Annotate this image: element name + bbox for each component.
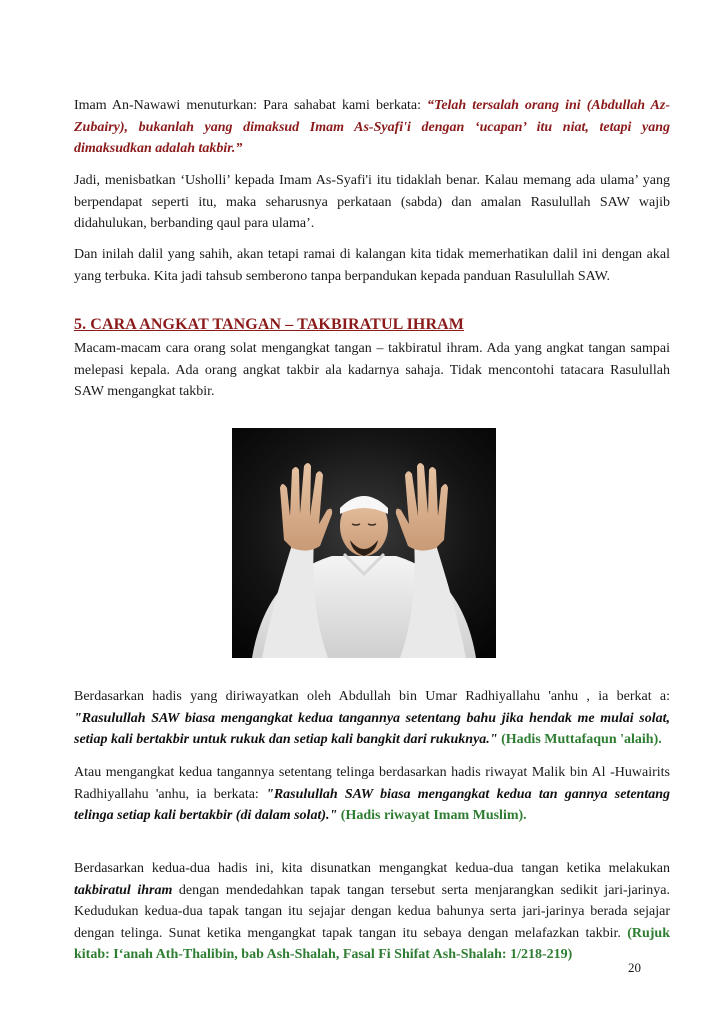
term-takbiratul-ihram: takbiratul ihram bbox=[74, 882, 173, 898]
paragraph-cara-angkat: Macam-macam cara orang solat mengangkat tangan – takbiratul ihram. Ada yang angkat tangan sampai melepasi kepala. Ada orang angkat takbir ala kadarnya sahaja. Tidak mencontohi tatacara Rasulullah SAW mengangkat takbir. bbox=[74, 341, 670, 399]
paragraph-hadis-malik: Atau mengangkat kedua tangannya setentang telinga berdasarkan hadis riwayat Malik bin Al -Huwairits Radhiyallahu 'anhu, ia berkata: "Rasulullah SAW biasa mengangkat kedua tan gannya setentang telinga setiap kali bertakbir (di dalam solat)." (Hadis riwayat Imam Muslim). bbox=[74, 765, 670, 823]
paragraph-kesimpulan: Berdasarkan kedua-dua hadis ini, kita disunatkan mengangkat kedua-dua tangan ketika melakukan takbiratul ihram dengan mendedahkan tapak tangan tersebut serta menjarangkan sedikit jari-jarinya. Kedudukan kedua-dua tapak tangan itu sejajar dengan kedua bahunya serta jari-jarinya berada sejajar dengan telinga. Sunat ketika mengangkat tapak tangan itu sebaya dengan melafazkan takbir. (Rujuk kitab: I‘anah Ath-Thalibin, bab Ash-Shalah, Fasal Fi Shifat Ash-Shalah: 1/218-219) bbox=[74, 861, 670, 962]
paragraph-nawawi: Imam An-Nawawi menuturkan: Para sahabat kami berkata: “Telah tersalah orang ini (Abdullah Az-Zubairy), bukanlah yang dimaksud Imam As-Syafi'i dengan ‘ucapan’ itu niat, tetapi yang dimaksudkan adalah takbir.” bbox=[74, 98, 670, 156]
reference-muttafaqun-alaih: (Hadis Muttafaqun 'alaih). bbox=[501, 732, 662, 747]
section-heading: 5. CARA ANGKAT TANGAN – TAKBIRATUL IHRAM bbox=[74, 316, 464, 333]
quote-hadis-malik: "Rasulullah SAW biasa mengangkat kedua tan gannya setentang telinga setiap kali bertakbir (di dalam solat)." bbox=[74, 786, 670, 823]
man-raising-hands-photo bbox=[232, 428, 496, 658]
page-number: 20 bbox=[628, 960, 641, 975]
paragraph-hadis-ibnu-umar: Berdasarkan hadis yang diriwayatkan oleh Abdullah bin Umar Radhiyallahu 'anhu , ia berkat a: "Rasulullah SAW biasa mengangkat kedua tangannya setentang bahu jika hendak me mulai solat, setiap kali bertakbir untuk rukuk dan setiap kali bangkit dari rukuknya." (Hadis Muttafaqun 'alaih). bbox=[74, 689, 670, 747]
paragraph-usholli: Jadi, menisbatkan ‘Usholli’ kepada Imam As-Syafi'i itu tidaklah benar. Kalau memang ada ulama’ yang berpendapat seperti itu, maka seharusnya perkataan (sabda) dan amalan Rasulullah SAW wajib didahulukan, berbanding qaul para ulama’. bbox=[74, 173, 670, 231]
quote-hadis-ibnu-umar: "Rasulullah SAW biasa mengangkat kedua tangannya setentang bahu jika hendak me mulai solat, setiap kali bertakbir untuk rukuk dan setiap kali bangkit dari rukuknya." bbox=[74, 710, 670, 747]
paragraph-dalil: Dan inilah dalil yang sahih, akan tetapi ramai di kalangan kita tidak memerhatikan dalil ini dengan akal yang terbuka. Kita jadi tahsub semberono tanpa berpandukan kepada panduan Rasulullah SAW. bbox=[74, 247, 670, 284]
reference-imam-muslim: (Hadis riwayat Imam Muslim). bbox=[340, 808, 527, 823]
man-raising-hands-illustration bbox=[232, 428, 496, 658]
quote-nawawi: “Telah tersalah orang ini (Abdullah Az-Zubairy), bukanlah yang dimaksud Imam As-Syafi'i dengan ‘ucapan’ itu niat, tetapi yang dimaksudkan adalah takbir.” bbox=[74, 98, 670, 156]
reference-ianah-ath-thalibin: (Rujuk kitab: I‘anah Ath-Thalibin, bab Ash-Shalah, Fasal Fi Shifat Ash-Shalah: 1/218-219) bbox=[74, 925, 670, 962]
